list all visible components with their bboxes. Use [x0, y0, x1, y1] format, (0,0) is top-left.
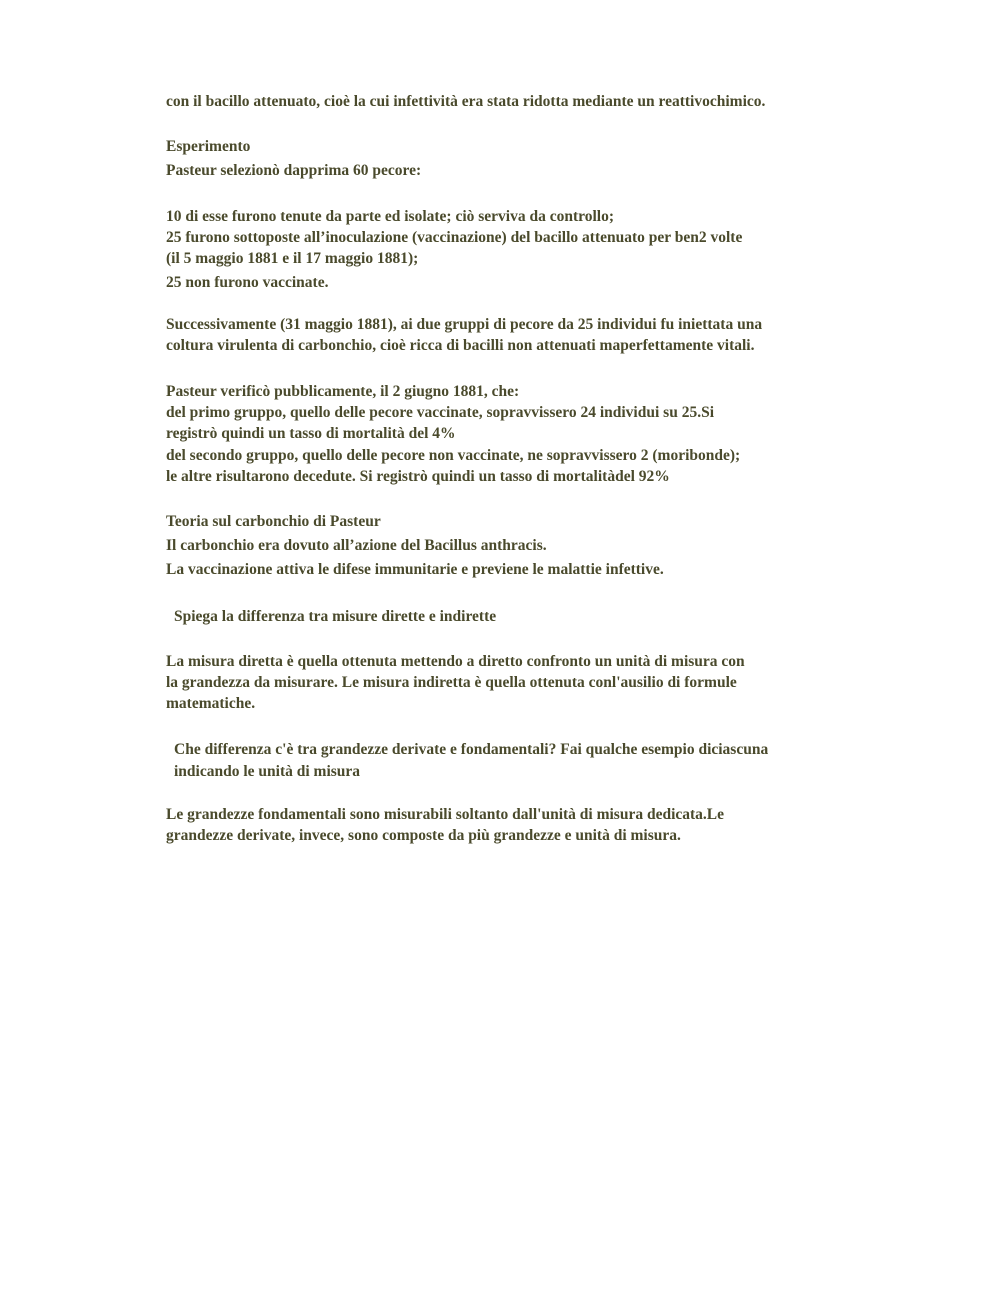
paragraph-line: Pasteur selezionò dapprima 60 pecore:	[166, 162, 422, 179]
intro-line: con il bacillo attenuato, cioè la cui infettività era stata ridotta mediante un reattivochimico.	[166, 93, 766, 110]
paragraph-line: del primo gruppo, quello delle pecore vaccinate, sopravvissero 24 individui su 25.Si	[166, 404, 714, 421]
paragraph-line: del secondo gruppo, quello delle pecore non vaccinate, ne sopravvissero 2 (moribonde);	[166, 447, 741, 464]
paragraph-line: coltura virulenta di carbonchio, cioè ricca di bacilli non attenuati maperfettamente vitali.	[166, 337, 755, 354]
paragraph-line: (il 5 maggio 1881 e il 17 maggio 1881);	[166, 250, 419, 267]
paragraph-line: Pasteur verificò pubblicamente, il 2 giugno 1881, che:	[166, 383, 520, 400]
paragraph-line: 10 di esse furono tenute da parte ed isolate; ciò serviva da controllo;	[166, 208, 615, 225]
answer-line: La misura diretta è quella ottenuta mettendo a diretto confronto un unità di misura con	[166, 653, 745, 670]
paragraph-line: La vaccinazione attiva le difese immunitarie e previene le malattie infettive.	[166, 561, 664, 578]
answer-line: la grandezza da misurare. Le misura indiretta è quella ottenuta conl'ausilio di formule	[166, 674, 737, 691]
question-heading: indicando le unità di misura	[174, 763, 361, 780]
answer-line: matematiche.	[166, 695, 256, 712]
answer-line: grandezze derivate, invece, sono composte da più grandezze e unità di misura.	[166, 827, 681, 844]
answer-line: Le grandezze fondamentali sono misurabili soltanto dall'unità di misura dedicata.Le	[166, 806, 725, 823]
paragraph-line: 25 non furono vaccinate.	[166, 274, 329, 291]
section-heading-esperimento: Esperimento	[166, 138, 251, 155]
paragraph-line: le altre risultarono decedute. Si registrò quindi un tasso di mortalitàdel 92%	[166, 468, 670, 485]
paragraph-line: 25 furono sottoposte all’inoculazione (vaccinazione) del bacillo attenuato per ben2 volte	[166, 229, 743, 246]
section-heading-teoria: Teoria sul carbonchio di Pasteur	[166, 513, 381, 530]
paragraph-line: Successivamente (31 maggio 1881), ai due gruppi di pecore da 25 individui fu iniettata una	[166, 316, 763, 333]
paragraph-line: registrò quindi un tasso di mortalità del 4%	[166, 425, 456, 442]
question-heading: Spiega la differenza tra misure dirette e indirette	[174, 608, 497, 625]
paragraph-line: Il carbonchio era dovuto all’azione del Bacillus anthracis.	[166, 537, 547, 554]
question-heading: Che differenza c'è tra grandezze derivate e fondamentali? Fai qualche esempio diciascuna	[174, 741, 769, 758]
